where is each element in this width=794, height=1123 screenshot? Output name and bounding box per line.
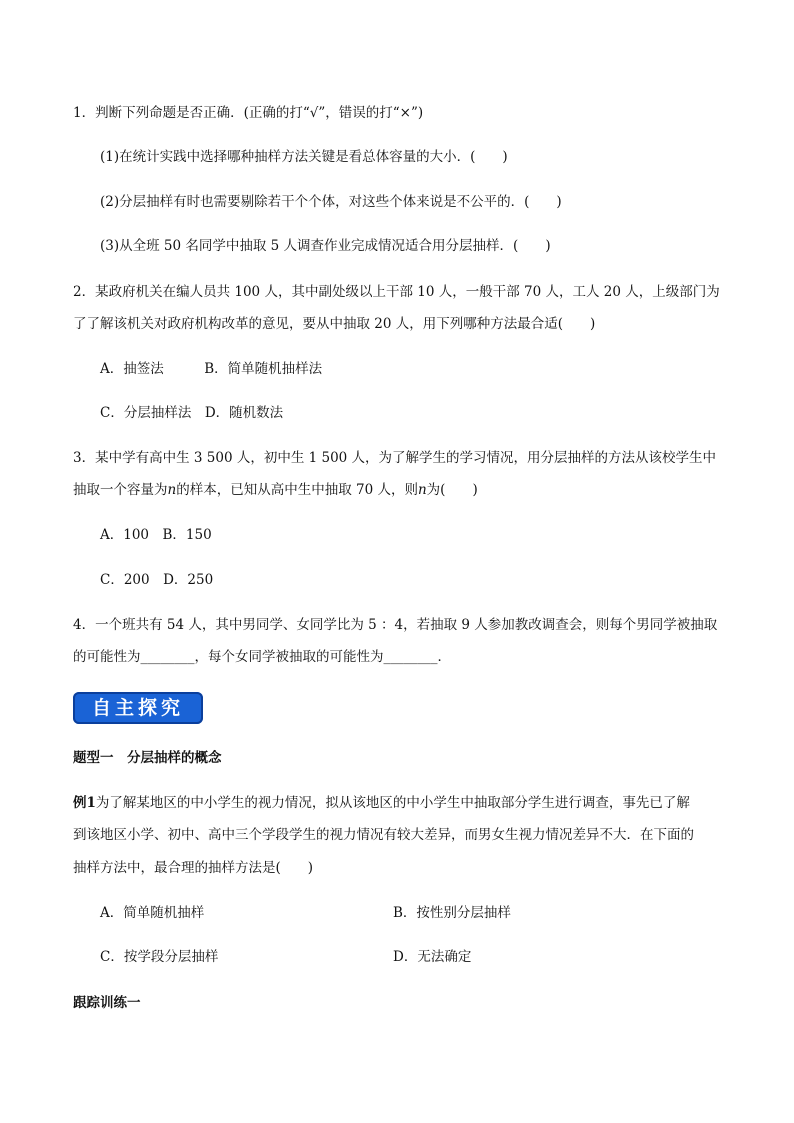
section-banner: 自主探究	[73, 692, 203, 724]
example-1-line-3: 抽样方法中，最合理的抽样方法是( )	[73, 860, 314, 876]
type-1-heading: 题型一 分层抽样的概念	[73, 750, 222, 766]
example-1-option-c: C．按学段分层抽样	[100, 949, 219, 965]
q3-options-row-2: C．200 D．250	[100, 572, 214, 588]
q1-item-1: (1)在统计实践中选择哪种抽样方法关键是看总体容量的大小．( )	[100, 149, 508, 165]
example-1-line-2: 到该地区小学、初中、高中三个学段学生的视力情况有较大差异，而男女生视力情况差异不大．在下面的	[73, 827, 694, 843]
q4-stem-line-1: 4．一个班共有 54 人，其中男同学、女同学比为 5 ：4，若抽取 9 人参加教改调查会，则每个男同学被抽取	[73, 617, 718, 633]
q1-stem: 1．判断下列命题是否正确．(正确的打“√”，错误的打“×”)	[73, 105, 424, 121]
q3-options-row-1: A．100 B．150	[100, 527, 212, 543]
example-1-option-d: D．无法确定	[393, 949, 472, 965]
q3-stem-part-a: 抽取一个容量为	[73, 482, 168, 498]
q2-stem-line-1: 2．某政府机关在编人员共 100 人，其中副处级以上干部 10 人，一般干部 70 人，工人 20 人，上级部门为	[73, 284, 720, 300]
training-heading: 跟踪训练一	[73, 995, 141, 1011]
q3-stem-line-2	[73, 481, 478, 499]
example-1-line-1	[73, 794, 690, 812]
example-label: 例1	[73, 795, 96, 811]
q2-options-row-1: A．抽签法 B．简单随机抽样法	[100, 361, 323, 377]
q3-stem-part-c: 为( )	[426, 482, 478, 498]
example-1-text-1: 为了解某地区的中小学生的视力情况，拟从该地区的中小学生中抽取部分学生进行调查，事先已了解	[95, 795, 690, 811]
q3-stem-line-1: 3．某中学有高中生 3 500 人，初中生 1 500 人，为了解学生的学习情况，用分层抽样的方法从该校学生中	[73, 450, 717, 466]
example-1-option-b: B．按性别分层抽样	[393, 905, 511, 921]
q1-item-2: (2)分层抽样有时也需要剔除若干个个体，对这些个体来说是不公平的．( )	[100, 194, 562, 210]
variable-n: n	[417, 482, 427, 498]
q4-stem-line-2: 的可能性为________，每个女同学被抽取的可能性为________．	[73, 649, 451, 665]
variable-n: n	[167, 482, 177, 498]
example-1-option-a: A．简单随机抽样	[100, 905, 205, 921]
q2-options-row-2: C．分层抽样法 D．随机数法	[100, 405, 284, 421]
q3-stem-part-b: 的样本，已知从高中生中抽取 70 人，则	[176, 482, 418, 498]
q1-item-3: (3)从全班 50 名同学中抽取 5 人调查作业完成情况适合用分层抽样．( )	[100, 238, 551, 254]
q2-stem-line-2: 了了解该机关对政府机构改革的意见，要从中抽取 20 人，用下列哪种方法最合适( )	[73, 316, 596, 332]
